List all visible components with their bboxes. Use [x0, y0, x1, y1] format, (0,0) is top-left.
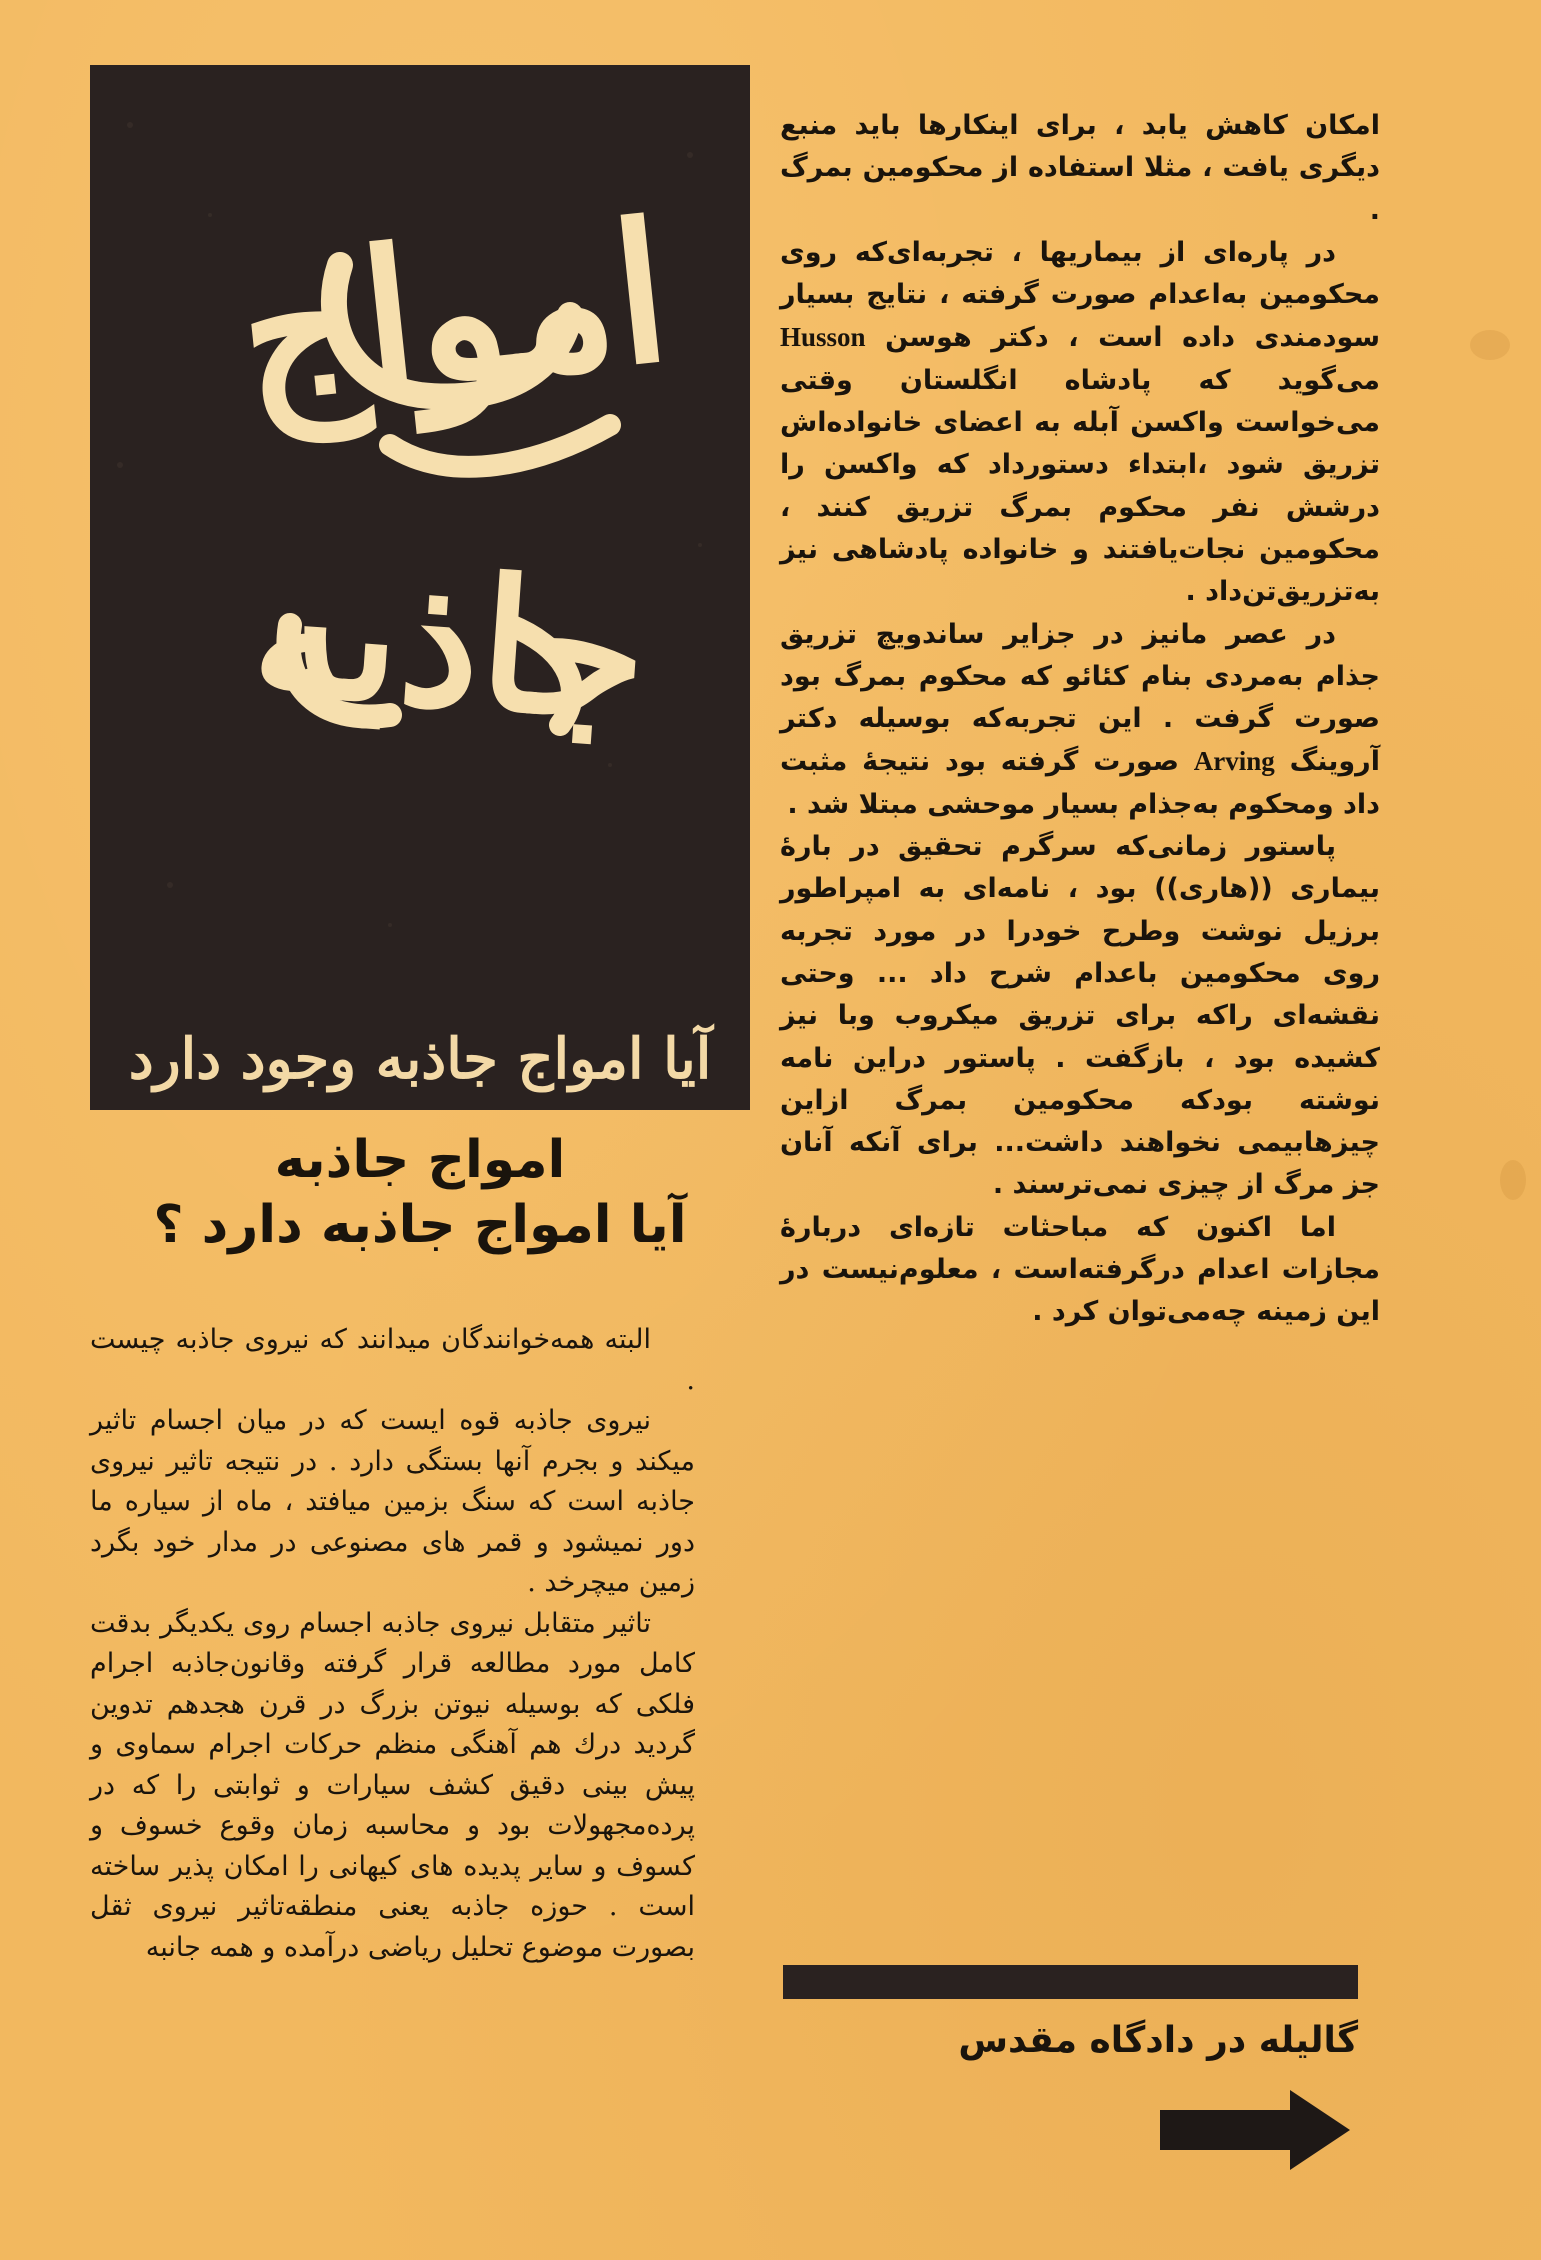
- article-title: امواج جاذبه: [274, 1130, 566, 1190]
- arrow-right-icon: [1160, 2090, 1350, 2170]
- paper-stain: [1500, 1160, 1526, 1200]
- teaser-bar: [783, 1965, 1358, 1999]
- paragraph: اما اکنون که مباحثات تازه‌ای دربارهٔ مجازات اعدام درگرفته‌است ، معلوم‌نیست در این زمینه چه‌می‌توان کرد .: [780, 1211, 1380, 1328]
- paragraph: نیروی جاذبه قوه ایست که در میان اجسام تاثیر میکند و بجرم آنها بستگی دارد . در نتیجه تاثیر نیروی جاذبه است که سنگ بزمین میافتد ، ماه از سیاره ما دور نمیشود و قمر های مصنوعی در مدار خود بگرد زمین میچرخد .: [90, 1405, 695, 1598]
- teaser-title: گالیله در دادگاه مقدس: [958, 2020, 1358, 2061]
- paragraph: البته همه‌خوانندگان میدانند که نیروی جاذبه چیست .: [90, 1324, 695, 1396]
- paper-stain: [1470, 330, 1510, 360]
- poster-calligraphy: [90, 65, 750, 965]
- poster-word-1: امواج: [229, 180, 679, 447]
- right-column: [780, 105, 1380, 1334]
- paragraph: [780, 232, 1380, 614]
- paragraph: امکان کاهش یابد ، برای اینکارها باید منبع دیگری یافت ، مثلا استفاده از محکومین بمرگ .: [780, 110, 1380, 226]
- latin-name: Husson: [780, 322, 866, 353]
- title-poster: [90, 65, 750, 1110]
- paragraph: [780, 614, 1380, 826]
- paragraph-text: صورت گرفته بود نتیجهٔ مثبت داد ومحکوم به‌جذام بسیار موحشی مبتلا شد .: [780, 746, 1380, 820]
- poster-word-2: جاذبه: [246, 523, 654, 762]
- paragraph-text: در پاره‌ای از بیماریها ، تجربه‌ای‌که روی محکومین به‌اعدام صورت گرفته ، نتایج بسیار سودمندی داده است ، دکتر هوسن: [780, 236, 1381, 354]
- paragraph-text: می‌گوید که پادشاه انگلستان وقتی می‌خواست واکسن آبله به اعضای خانواده‌اش تزریق شود ،ابتداء دستورداد که واکسن را درشش نفر محکوم بمرگ تزریق کنند ، محکومین نجات‌یافتند و خانواده پادشاهی نیز به‌تزریق‌تن‌داد .: [780, 364, 1380, 608]
- paragraph: تاثیر متقابل نیروی جاذبه اجسام روی یکدیگر بدقت کامل مورد مطالعه قرار گرفته وقانون‌جاذبه اجرام فلکی که بوسیله نیوتن بزرگ در قرن هجدهم تدوین گردید درك هم آهنگی منظم حرکات اجرام سماوی و پیش بینی دقیق کشف سیارات و ثوابتی را که در پرده‌مجهولات بود و محاسبه زمان وقوع خسوف و کسوف و سایر پدیده های کیهانی را امکان پذیر ساخته است . حوزه جاذبه یعنی منطقه‌تاثیر نیروی ثقل بصورت موضوع تحلیل ریاضی درآمده و همه جانبه: [90, 1607, 695, 1963]
- left-column: [90, 1320, 695, 1968]
- paragraph-text: در عصر مانیز در جزایر ساندویچ تزریق جذام به‌مردی بنام کئائو که محکوم بمرگ بود صورت گرفت . این تجربه‌که بوسیله دکتر آروینگ: [780, 618, 1380, 778]
- latin-name: Arving: [1193, 746, 1275, 777]
- paragraph: پاستور زمانی‌که سرگرم تحقیق در بارهٔ بیماری ((هاری)) بود ، نامه‌ای به امپراطور برزیل نوشت وطرح خودرا در مورد تجربه روی محکومین باعدام شرح داد ... وحتی نقشه‌ای راکه برای تزریق میکروب وبا نیز کشیده بود ، بازگفت . پاستور دراین نامه نوشته بودکه محکومین بمرگ ازاین چیزهابیمی نخواهند داشت... برای آنکه آنان جز مرگ از چیزی نمی‌ترسند .: [780, 831, 1380, 1201]
- article-subtitle: آیا امواج جاذبه دارد ؟: [153, 1195, 687, 1255]
- poster-caption: آیا امواج جاذبه وجود دارد: [128, 1026, 712, 1092]
